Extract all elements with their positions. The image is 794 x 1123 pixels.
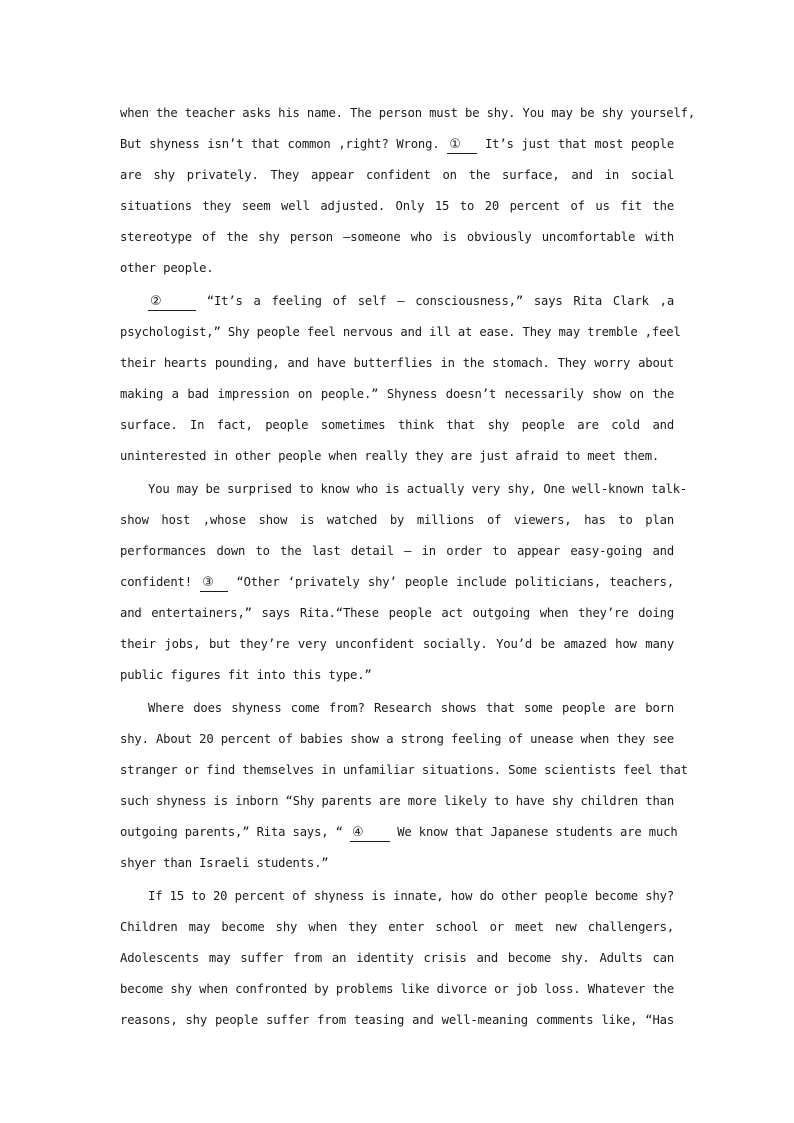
text-line: outgoing parents,” Rita says, “ ④ We know that Japanese students are much [120,825,678,840]
text-line: public figures fit into this type.” [120,668,372,682]
text-line: when the teacher asks his name. The person must be shy. You may be shy yourself, [120,106,695,120]
text-line: stereotype of the shy person —someone who is obviously uncomfortable with [120,230,674,244]
answer-blank-4[interactable]: ④ [350,825,390,842]
text-line: Where does shyness come from? Research shows that some people are born [148,701,674,715]
answer-blank-2[interactable]: ② [148,294,196,311]
text-line: confident! ③ “Other ‘privately shy’ people include politicians, teachers, [120,575,674,590]
text-line: making a bad impression on people.” Shyness doesn’t necessarily show on the [120,387,674,401]
text-line: are shy privately. They appear confident on the surface, and in social [120,168,674,182]
text-line: performances down to the last detail — in order to appear easy-going and [120,544,674,558]
text-line: other people. [120,261,214,275]
text-line: uninterested in other people when really they are just afraid to meet them. [120,449,660,463]
text-line: Children may become shy when they enter school or meet new challengers, [120,920,674,934]
text-line: their hearts pounding, and have butterflies in the stomach. They worry about [120,356,674,370]
text-line: ② “It’s a feeling of self – consciousness,” says Rita Clark ,a [150,294,674,309]
text-line: shyer than Israeli students.” [120,856,329,870]
text-line: reasons, shy people suffer from teasing and well-meaning comments like, “Has [120,1013,674,1027]
text-line: If 15 to 20 percent of shyness is innate, how do other people become shy? [148,889,674,903]
text-line: surface. In fact, people sometimes think that shy people are cold and [120,418,674,432]
text-line: psychologist,” Shy people feel nervous and ill at ease. They may tremble ,feel [120,325,681,339]
text-line: such shyness is inborn “Shy parents are more likely to have shy children than [120,794,674,808]
text-line: shy. About 20 percent of babies show a strong feeling of unease when they see [120,732,674,746]
passage-text [120,98,695,1036]
text-line: show host ,whose show is watched by millions of viewers, has to plan [120,513,674,527]
text-line: become shy when confronted by problems like divorce or job loss. Whatever the [120,982,674,996]
text-line: and entertainers,” says Rita.“These people act outgoing when they’re doing [120,606,674,620]
answer-blank-1[interactable]: ① [447,137,477,154]
text-line: situations they seem well adjusted. Only 15 to 20 percent of us fit the [120,199,674,213]
text-line: Adolescents may suffer from an identity crisis and become shy. Adults can [120,951,674,965]
text-line: stranger or find themselves in unfamiliar situations. Some scientists feel that [120,763,688,777]
text-line: their jobs, but they’re very unconfident socially. You’d be amazed how many [120,637,674,651]
text-line: But shyness isn’t that common ,right? Wrong. ① It’s just that most people [120,137,675,152]
answer-blank-3[interactable]: ③ [200,575,228,592]
text-line: You may be surprised to know who is actually very shy, One well-known talk- [148,482,688,496]
